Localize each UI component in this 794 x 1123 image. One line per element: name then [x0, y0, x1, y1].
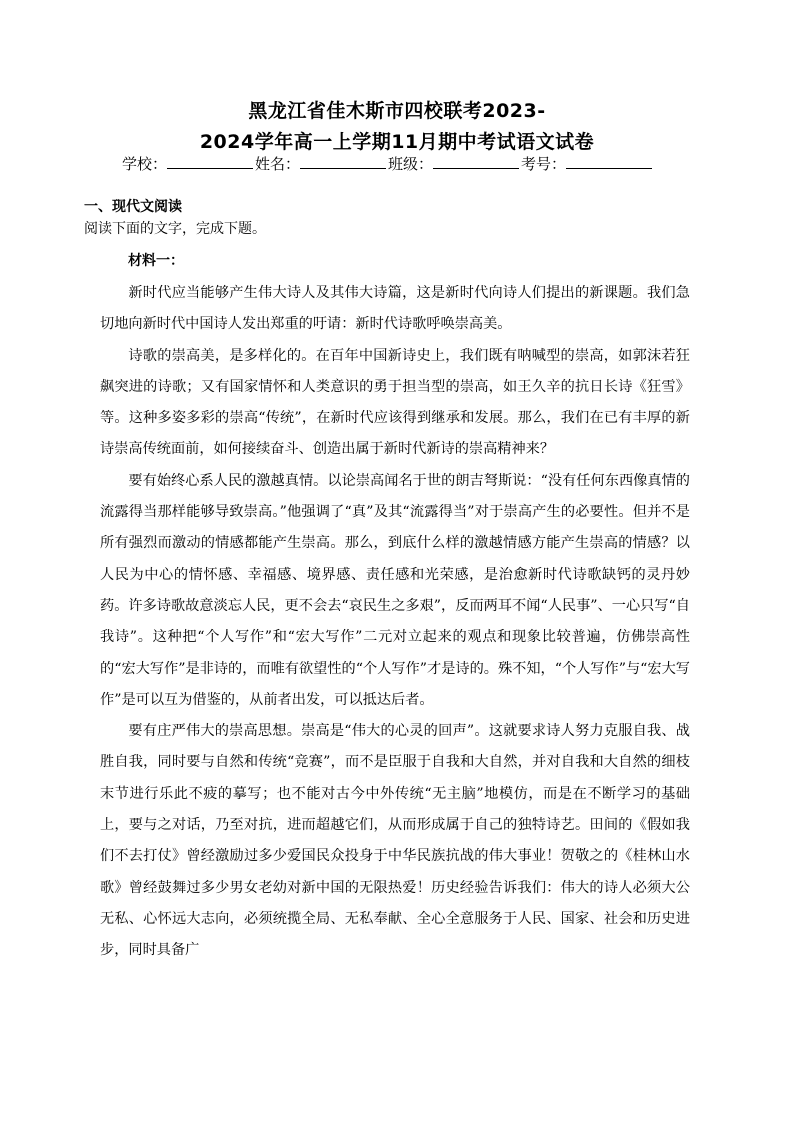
section-heading: 一、现代文阅读 [84, 199, 182, 215]
passage-paragraph: 要有庄严伟大的崇高思想。崇高是“伟大的心灵的回声”。这就要求诗人努力克服自我、战胜自我，同时要与自然和传统“竞赛”，而不是臣服于自我和大自然，并对自我和大自然的细枝末节进行乐此不疲的摹写；也不能对古今中外传统“无主脑”地模仿，而是在不断学习的基础上，要与之对话，乃至对抗，进而超越它们，从而形成属于自己的独特诗艺。田间的《假如我们不去打仗》曾经激励过多少爱国民众投身于中华民族抗战的伟大事业！贺敬之的《桂林山水歌》曾经鼓舞过多少男女老幼对新中国的无限热爱！历史经验告诉我们：伟大的诗人必须大公无私、心怀远大志向，必须统揽全局、无私奉献、全心全意服务于人民、国家、社会和历史进步，同时具备广 [100, 723, 690, 959]
passage-paragraph: 新时代应当能够产生伟大诗人及其伟大诗篇，这是新时代向诗人们提出的新课题。我们急切地向新时代中国诗人发出郑重的吁请：新时代诗歌呼唤崇高美。 [100, 285, 690, 333]
student-info-row [122, 153, 682, 174]
exam-number-label: 考号： [521, 155, 567, 173]
material-label: 材料一： [128, 253, 184, 269]
class-label: 班级： [388, 155, 434, 173]
class-blank [433, 154, 519, 169]
exam-title-line-2: 2024学年高一上学期11月期中考试语文试卷 [199, 131, 595, 153]
name-blank [300, 154, 386, 169]
exam-number-blank [566, 154, 652, 169]
school-blank [167, 154, 253, 169]
passage-paragraph: 要有始终心系人民的激越真情。以论崇高闻名于世的朗吉弩斯说：“没有任何东西像真情的流露得当那样能够导致崇高。”他强调了“真”及其“流露得当”对于崇高产生的必要性。但并不是所有强烈而激动的情感都能产生崇高。那么，到底什么样的激越情感方能产生崇高的情感？以人民为中心的情怀感、幸福感、境界感、责任感和光荣感，是治愈新时代诗歌缺钙的灵丹妙药。许多诗歌故意淡忘人民，更不会去“哀民生之多艰”，反而两耳不闻“人民事”、一心只写“自我诗”。这种把“个人写作”和“宏大写作”二元对立起来的观点和现象比较普遍，仿佛崇高性的“宏大写作”是非诗的，而唯有欲望性的“个人写作”才是诗的。殊不知，“个人写作”与“宏大写作”是可以互为借鉴的，从前者出发，可以抵达后者。 [100, 472, 690, 708]
exam-title-line-1: 黑龙江省佳木斯市四校联考2023- [248, 100, 546, 122]
passage-paragraph: 诗歌的崇高美，是多样化的。在百年中国新诗史上，我们既有呐喊型的崇高，如郭沫若狂飙突进的诗歌；又有国家情怀和人类意识的勇于担当型的崇高，如王久辛的抗日长诗《狂雪》等。这种多姿多彩的崇高“传统”，在新时代应该得到继承和发展。那么，我们在已有丰厚的新诗崇高传统面前，如何接续奋斗、创造出属于新时代新诗的崇高精神来？ [100, 347, 690, 458]
reading-passage [100, 278, 690, 967]
reading-instruction: 阅读下面的文字，完成下题。 [84, 221, 266, 237]
school-label: 学校： [122, 155, 168, 173]
name-label: 姓名： [255, 155, 301, 173]
